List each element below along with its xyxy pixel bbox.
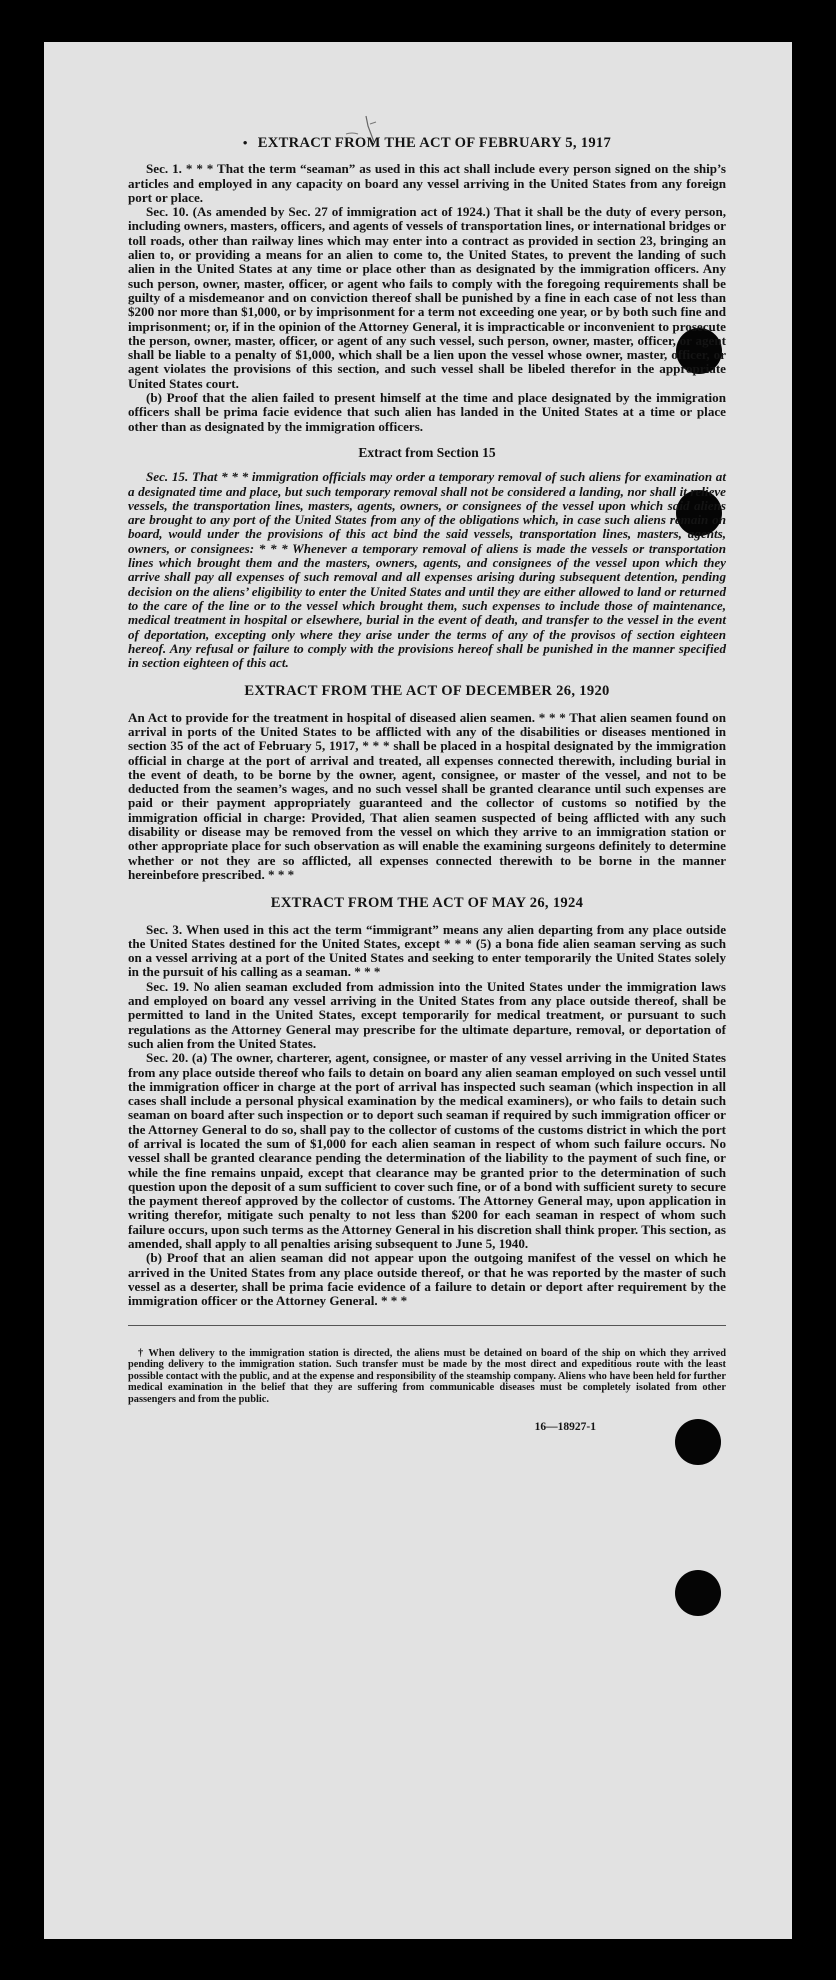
section-1917-title: • EXTRACT FROM THE ACT OF FEBRUARY 5, 1917 [242, 135, 612, 151]
section-1924-title: EXTRACT FROM THE ACT OF MAY 26, 1924 [270, 895, 584, 912]
section-1924-para-3: Sec. 20. (a) The owner, charterer, agent, consignee, or master of any vessel arriving in the United States from any place outside thereof who fails to detain on board any alien seaman employed on such vessel until the immigration officer in charge at the port of arrival has inspected such seaman (which inspection in all cases shall include a personal physical examination by the medical examiners), or who fails to detain such seaman on board after such inspection or to deport such seaman if required by such immigration officer or the Attorney General to do so, shall pay to the collector of customs of the customs district in which the port of arrival is located the sum of $1,000 for each alien seaman in respect of whom such failure occurs. No vessel shall be granted clearance pending the determination of the liability to the payment of such fine, or while the fine remains unpaid, except that clearance may be granted prior to the determination of such question upon the deposit of a sum sufficient to cover such fine, or of a bond with sufficient surety to secure the payment thereof approved by the collector of customs. The Attorney General may, upon application in writing therefor, mitigate such penalty to not less than $200 for each seaman in respect of whom such failure occurs, upon such terms as the Attorney General in his discretion shall think proper. This section, as amended, shall apply to all penalties arising subsequent to June 5, 1940. [128, 1050, 726, 1252]
section-1924-para-4: (b) Proof that an alien seaman did not appear upon the outgoing manifest of the vessel on which he arrived in the United States from any place outside thereof, or that he was reported by the master of such vessel as a deserter, shall be prima facie evidence of a failure to detain or deport after requirement by the immigration officer or the Attorney General. * * * [128, 1250, 726, 1309]
footnote [128, 1348, 726, 1406]
punch-hole-bottom [675, 1570, 721, 1616]
section-15-title: Extract from Section 15 [358, 444, 496, 460]
section-1924-para-2: Sec. 19. No alien seaman excluded from admission into the United States under the immigration laws and employed on board any vessel arriving in the United States from any place outside thereof, shall be permitted to land in the United States, except temporarily for medical treatment, or pursuant to such regulations as the Attorney General may prescribe for the ultimate departure, removal, or deportation of such alien from the United States. [128, 978, 726, 1051]
form-number: 16—18927-1 [534, 1420, 596, 1433]
section-1917-para-1: Sec. 1. * * * That the term “seaman” as used in this act shall include every person signed on the ship’s articles and employed in any capacity on board any vessel arriving in the United States from any foreign port or place. [128, 161, 726, 205]
document-page [44, 42, 792, 1939]
section-15-body [128, 470, 726, 670]
section-1917-para-3: (b) Proof that the alien failed to present himself at the time and place designated by the immigration officers shall be prima facie evidence that such alien has landed in the United States at a time or place other than as designated by the immigration officers. [128, 390, 726, 434]
section-1920-para-1: An Act to provide for the treatment in hospital of diseased alien seamen. * * * That alien seamen found on arrival in ports of the United States to be afflicted with any of the disabilities or diseases mentioned in section 35 of the act of February 5, 1917, * * * shall be placed in a hospital designated by the immigration official in charge at the port of arrival and treated, all expenses connected therewith, including burial in the event of death, to be borne by the owner, agent, consignee, or master of the vessel, and not to be deducted from the seamen’s wages, and no such vessel shall be granted clearance until such expenses are paid or their payment appropriately guaranteed and the collector of customs so notified by the immigration official in charge: Provided, That alien seamen suspected of being afflicted with any such disability or disease may be removed from the vessel on which they arrive to an immigration station or other appropriate place for such observation as will enable the examining surgeons definitely to determine whether or not they are so afflicted, all expenses connected therewith to be borne in the manner hereinbefore prescribed. * * * [128, 709, 726, 882]
footnote-divider [128, 1325, 726, 1326]
section-1917-para-2: Sec. 10. (As amended by Sec. 27 of immigration act of 1924.) That it shall be the duty of every person, including owners, masters, officers, and agents of vessels of transportation lines, or international bridges or toll roads, other than railway lines which may enter into a contract as provided in section 23, bringing an alien to, or providing a means for an alien to come to, the United States, to prevent the landing of such alien in the United States at any time or place other than as designated by the immigration officers. Any such person, owner, master, officer, or agent who fails to comply with the foregoing requirements shall be guilty of a misdemeanor and on conviction thereof shall be punished by a fine in each case of not less than $200 nor more than $1,000, or by imprisonment for a term not exceeding one year, or by both such fine and imprisonment; or, if in the opinion of the Attorney General, it is impracticable or inconvenient to prosecute the person, owner, master, officer, or agent of any such vessel, such person, owner, master, officer, or agent shall be liable to a penalty of $1,000, which shall be a lien upon the vessel whose owner, master, officer, or agent violates the provisions of this section, and such vessel shall be libeled therefor in the appropriate United States court. [128, 204, 726, 391]
section-1924-para-1: Sec. 3. When used in this act the term “immigrant” means any alien departing from any place outside the United States destined for the United States, except * * * (5) a bona fide alien seaman serving as such on a vessel arriving at a port of the United States and seeking to enter temporarily the United States solely in the pursuit of his calling as a seaman. * * * [128, 921, 726, 980]
section-1920-title: EXTRACT FROM THE ACT OF DECEMBER 26, 1920 [244, 683, 610, 700]
section-15-para-1: Sec. 15. That * * * immigration officials may order a temporary removal of such aliens for examination at a designated time and place, but such temporary removal shall not be considered a landing, nor shall it relieve vessels, the transportation lines, masters, agents, owners, or consignees of the vessel upon which said aliens are brought to any port of the United States from any of the obligations which, in case such aliens remain on board, would under the provisions of this act bind the said vessels, transportation lines, masters, agents, owners, or consignees: * * * Whenever a temporary removal of aliens is made the vessels or transportation lines which brought them and the masters, owners, agents, and consignees of the vessel upon which they arrive shall pay all expenses of such removal and all expenses arising during subsequent detention, pending decision on the aliens’ eligibility to enter the United States and until they are either allowed to land or returned to the care of the line or to the vessel which brought them, such expenses to include those of maintenance, medical treatment in hospital or elsewhere, burial in the event of death, and transfer to the vessel in the event of deportation, excepting only where they arise under the terms of any of the provisos of section eighteen hereof. Any refusal or failure to comply with the provisions hereof shall be punished in the manner specified in section eighteen of this act. [128, 469, 726, 671]
document-content [128, 136, 726, 1434]
footnote-text: † When delivery to the immigration station is directed, the aliens must be detained on board of the ship on which they arrived pending delivery to the immigration station. Such transfer must be made by the most direct and expeditious route with the least possible contact with the public, and at the expense and responsibility of the steamship company. Aliens who have been held for further medical examination in the belief that they are suffering from communicable diseases must be completely isolated from other passengers and from the public. [128, 1347, 726, 1405]
